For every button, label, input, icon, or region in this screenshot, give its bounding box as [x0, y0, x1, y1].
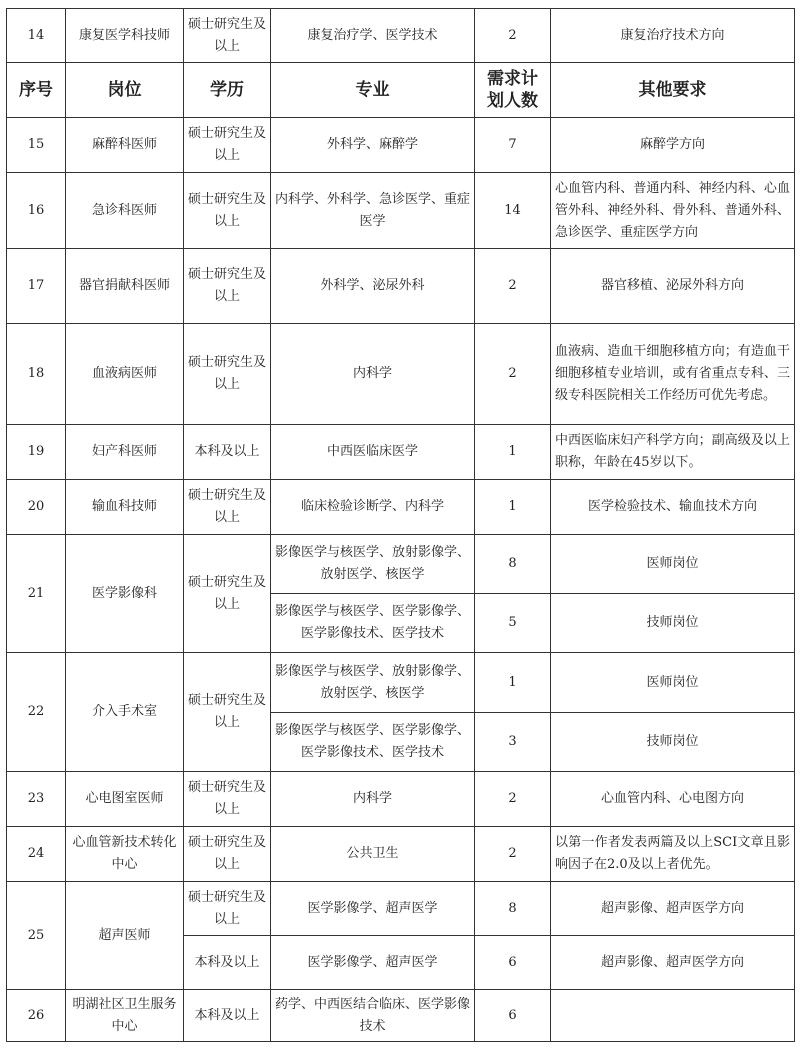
post-cell: 输血科技师 [66, 480, 184, 535]
post-cell: 血液病医师 [66, 324, 184, 425]
other-cell: 心血管内科、心电图方向 [551, 772, 795, 827]
post-cell: 医学影像科 [66, 535, 184, 653]
post-cell: 妇产科医师 [66, 425, 184, 480]
count-cell: 2 [475, 9, 551, 63]
header-other: 其他要求 [551, 63, 795, 118]
table-row [7, 480, 795, 535]
edu-cell: 硕士研究生及以上 [184, 653, 271, 772]
post-cell: 康复医学科技师 [66, 9, 184, 63]
major-cell: 康复治疗学、医学技术 [271, 9, 475, 63]
other-cell: 麻醉学方向 [551, 118, 795, 173]
table-row [7, 882, 795, 936]
other-cell: 医学检验技术、输血技术方向 [551, 480, 795, 535]
edu-cell: 硕士研究生及以上 [184, 882, 271, 936]
header-post: 岗位 [66, 63, 184, 118]
seq-cell: 18 [7, 324, 66, 425]
count-cell: 14 [475, 173, 551, 249]
post-cell: 超声医师 [66, 882, 184, 990]
edu-cell: 硕士研究生及以上 [184, 827, 271, 882]
table-row [7, 324, 795, 425]
header-major: 专业 [271, 63, 475, 118]
count-cell: 7 [475, 118, 551, 173]
count-cell: 8 [475, 535, 551, 594]
edu-cell: 硕士研究生及以上 [184, 772, 271, 827]
count-cell: 8 [475, 882, 551, 936]
other-cell: 中西医临床妇产科学方向；副高级及以上职称，年龄在45岁以下。 [551, 425, 795, 480]
other-cell [551, 990, 795, 1042]
major-cell: 内科学、外科学、急诊医学、重症医学 [271, 173, 475, 249]
edu-cell: 硕士研究生及以上 [184, 173, 271, 249]
other-cell: 医师岗位 [551, 653, 795, 713]
count-cell: 2 [475, 249, 551, 324]
table-row [7, 535, 795, 594]
header-seq: 序号 [7, 63, 66, 118]
edu-cell: 硕士研究生及以上 [184, 118, 271, 173]
seq-cell: 22 [7, 653, 66, 772]
recruitment-table [6, 8, 795, 1042]
major-cell: 外科学、泌尿外科 [271, 249, 475, 324]
table-header-row [7, 63, 795, 118]
major-cell: 公共卫生 [271, 827, 475, 882]
other-cell: 技师岗位 [551, 594, 795, 653]
major-cell: 影像医学与核医学、放射影像学、放射医学、核医学 [271, 535, 475, 594]
table-row [7, 990, 795, 1042]
major-cell: 影像医学与核医学、医学影像学、医学影像技术、医学技术 [271, 594, 475, 653]
table-row [7, 772, 795, 827]
other-cell: 血液病、造血干细胞移植方向；有造血干细胞移植专业培训，或有省重点专科、三级专科医院相关工作经历可优先考虑。 [551, 324, 795, 425]
count-cell: 3 [475, 713, 551, 772]
major-cell: 中西医临床医学 [271, 425, 475, 480]
seq-cell: 24 [7, 827, 66, 882]
count-cell: 2 [475, 827, 551, 882]
seq-cell: 25 [7, 882, 66, 990]
edu-cell: 硕士研究生及以上 [184, 249, 271, 324]
table-row [7, 827, 795, 882]
seq-cell: 14 [7, 9, 66, 63]
edu-cell: 硕士研究生及以上 [184, 535, 271, 653]
edu-cell: 本科及以上 [184, 990, 271, 1042]
table-row [7, 249, 795, 324]
seq-cell: 23 [7, 772, 66, 827]
count-cell: 1 [475, 480, 551, 535]
seq-cell: 15 [7, 118, 66, 173]
major-cell: 内科学 [271, 772, 475, 827]
other-cell: 超声影像、超声医学方向 [551, 882, 795, 936]
count-cell: 5 [475, 594, 551, 653]
other-cell: 心血管内科、普通内科、神经内科、心血管外科、神经外科、骨外科、普通外科、急诊医学、重症医学方向 [551, 173, 795, 249]
seq-cell: 20 [7, 480, 66, 535]
other-cell: 技师岗位 [551, 713, 795, 772]
major-cell: 临床检验诊断学、内科学 [271, 480, 475, 535]
major-cell: 影像医学与核医学、放射影像学、放射医学、核医学 [271, 653, 475, 713]
major-cell: 医学影像学、超声医学 [271, 882, 475, 936]
other-cell: 医师岗位 [551, 535, 795, 594]
header-edu: 学历 [184, 63, 271, 118]
edu-cell: 本科及以上 [184, 936, 271, 990]
count-cell: 6 [475, 990, 551, 1042]
table-row [7, 653, 795, 713]
seq-cell: 26 [7, 990, 66, 1042]
major-cell: 外科学、麻醉学 [271, 118, 475, 173]
count-cell: 2 [475, 772, 551, 827]
edu-cell: 硕士研究生及以上 [184, 480, 271, 535]
post-cell: 器官捐献科医师 [66, 249, 184, 324]
major-cell: 医学影像学、超声医学 [271, 936, 475, 990]
count-cell: 6 [475, 936, 551, 990]
post-cell: 心血管新技术转化中心 [66, 827, 184, 882]
post-cell: 介入手术室 [66, 653, 184, 772]
seq-cell: 16 [7, 173, 66, 249]
edu-cell: 本科及以上 [184, 425, 271, 480]
count-cell: 1 [475, 425, 551, 480]
post-cell: 麻醉科医师 [66, 118, 184, 173]
major-cell: 影像医学与核医学、医学影像学、医学影像技术、医学技术 [271, 713, 475, 772]
other-cell: 以第一作者发表两篇及以上SCI文章且影响因子在2.0及以上者优先。 [551, 827, 795, 882]
table-row [7, 425, 795, 480]
seq-cell: 19 [7, 425, 66, 480]
seq-cell: 21 [7, 535, 66, 653]
post-cell: 心电图室医师 [66, 772, 184, 827]
major-cell: 内科学 [271, 324, 475, 425]
table-row [7, 173, 795, 249]
seq-cell: 17 [7, 249, 66, 324]
major-cell: 药学、中西医结合临床、医学影像技术 [271, 990, 475, 1042]
count-cell: 2 [475, 324, 551, 425]
table-row [7, 118, 795, 173]
post-cell: 急诊科医师 [66, 173, 184, 249]
other-cell: 器官移植、泌尿外科方向 [551, 249, 795, 324]
edu-cell: 硕士研究生及以上 [184, 324, 271, 425]
count-cell: 1 [475, 653, 551, 713]
header-count: 需求计划人数 [475, 63, 551, 118]
table-row [7, 9, 795, 63]
other-cell: 超声影像、超声医学方向 [551, 936, 795, 990]
other-cell: 康复治疗技术方向 [551, 9, 795, 63]
post-cell: 明湖社区卫生服务中心 [66, 990, 184, 1042]
edu-cell: 硕士研究生及以上 [184, 9, 271, 63]
